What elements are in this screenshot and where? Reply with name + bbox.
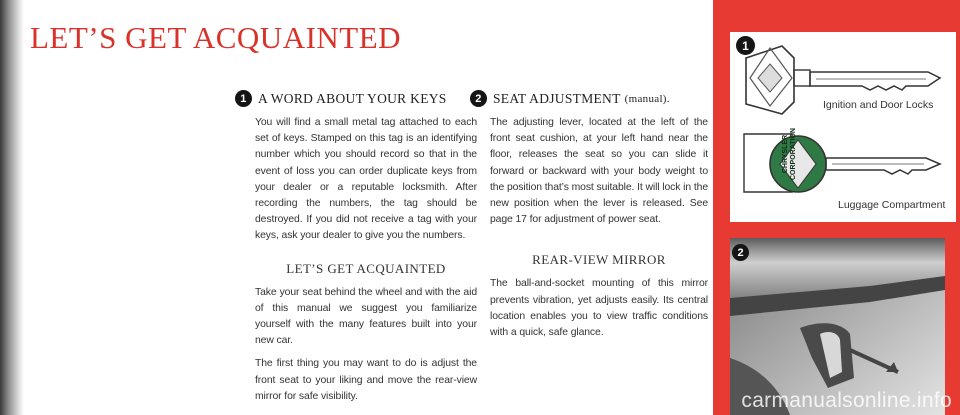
keys-number-badge: 1 bbox=[736, 36, 755, 55]
seat-heading-suffix: (manual). bbox=[624, 92, 670, 105]
acquainted-paragraph-1: Take your seat behind the wheel and with the aid of this manual we suggest you familiarize yourself with the many features built into your new car. bbox=[255, 286, 477, 347]
mirror-paragraph: The ball-and-socket mounting of this mirror prevents vibration, yet adjusts easily. Its central location enables you to view traffic conditions with a quick, safe glance. bbox=[490, 278, 708, 339]
keys-column bbox=[240, 90, 477, 405]
mirror-subheading: REAR-VIEW MIRROR bbox=[532, 252, 666, 268]
keys-section-heading bbox=[235, 90, 477, 107]
page-binding-shadow bbox=[0, 0, 24, 415]
seat-photo-number-badge: 2 bbox=[732, 244, 749, 261]
ignition-key-label: Ignition and Door Locks bbox=[823, 99, 934, 111]
acquainted-paragraph-2: The first thing you may want to do is adjust the front seat to your liking and move the rear-view mirror for safe visibility. bbox=[255, 358, 477, 402]
luggage-key-icon bbox=[736, 120, 950, 204]
keys-illustration-card bbox=[730, 32, 956, 222]
section-number-badge: 1 bbox=[235, 90, 252, 107]
keys-paragraph: You will find a small metal tag attached to each set of keys. Stamped on this tag is an identifying number which you should record so that in the event of loss you can order duplicate keys from your dealer or a reputable locksmith. After recording the numbers, the tag should be destroyed. If you did not receive a tag with your keys, ask your dealer to give you the numbers. bbox=[255, 117, 477, 242]
seat-heading-text: SEAT ADJUSTMENT bbox=[493, 90, 621, 106]
site-watermark: carmanualsonline.info bbox=[741, 389, 952, 412]
acquainted-subheading: LET’S GET ACQUAINTED bbox=[286, 260, 446, 276]
seat-paragraph: The adjusting lever, located at the left of the front seat cushion, at your left hand near the floor, releases the seat so you can slide it forward or backward with your body weight to the position that’s most suitable. It will lock in the new position when the lever is released. See page 17 for adjustment of power seat. bbox=[490, 117, 708, 226]
key-brand-text: CHRYSLER CORPORATION bbox=[782, 128, 797, 180]
luggage-key-label: Luggage Compartment bbox=[838, 199, 946, 211]
section-number-badge: 2 bbox=[470, 90, 487, 107]
page-title: LET’S GET ACQUAINTED bbox=[30, 20, 402, 55]
seat-column bbox=[475, 90, 708, 341]
seat-section-heading bbox=[470, 90, 708, 107]
keys-heading-text: A WORD ABOUT YOUR KEYS bbox=[258, 90, 447, 106]
